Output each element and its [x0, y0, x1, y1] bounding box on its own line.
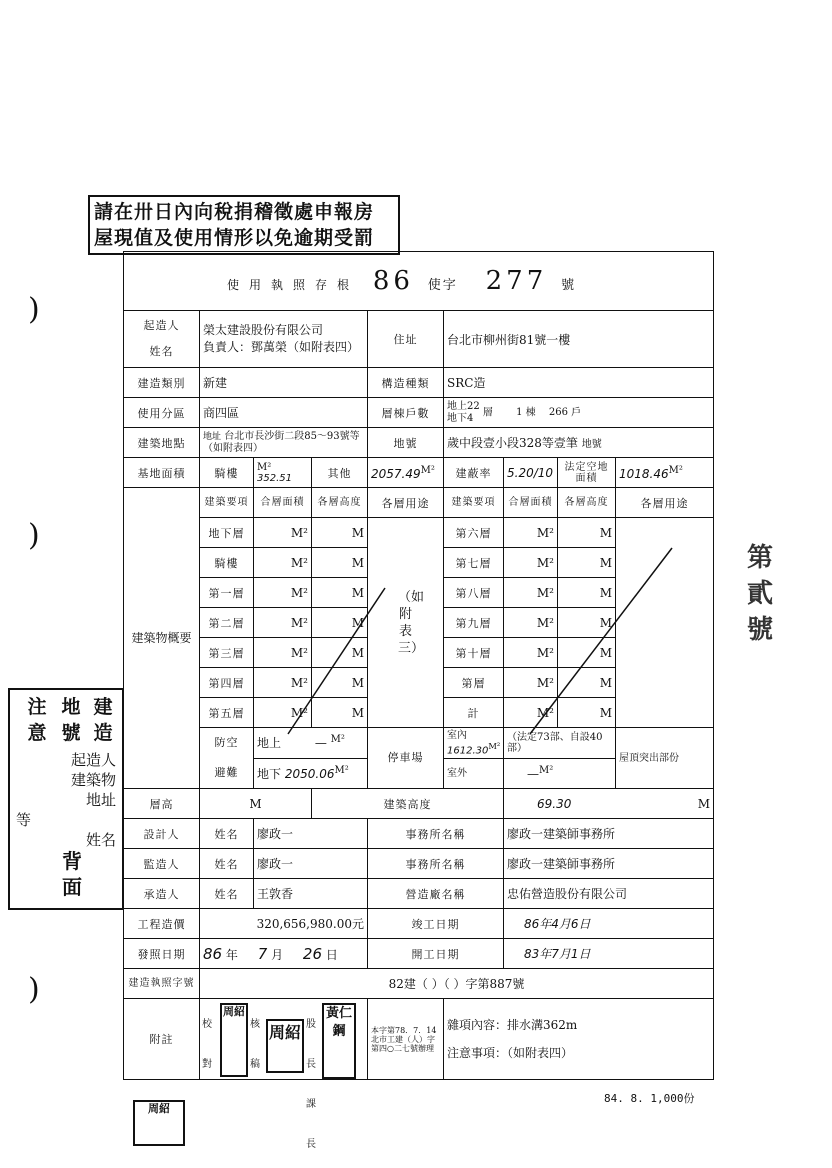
side-col-3: 建造: [93, 696, 113, 744]
applicant-label-line1: 起造人: [143, 319, 180, 332]
floor-height-cell: M: [558, 608, 616, 638]
floor-area-cell: M²: [254, 548, 312, 578]
zone-value: 商四區: [200, 398, 368, 428]
strike-line-right: [530, 548, 672, 734]
floor-height-value: M: [200, 789, 312, 819]
shelter-label-line1: 防空: [214, 736, 239, 749]
side-back-label: 背面: [62, 849, 82, 899]
floor-label: 第六層: [444, 518, 504, 548]
contractor-label: 承造人: [124, 879, 200, 909]
cost-label: 工程造價: [124, 909, 200, 939]
buildings-count: 1: [516, 407, 523, 418]
site-area-label: 基地面積: [124, 458, 200, 488]
overview-header-usage: 各層用途: [368, 488, 444, 518]
floor-label: 第三層: [200, 638, 254, 668]
overview-header-height: 各層高度: [558, 488, 616, 518]
designer-name-label: 姓名: [200, 819, 254, 849]
address-label: 住址: [368, 311, 444, 368]
overview-header-height: 各層高度: [312, 488, 368, 518]
area-unit: M²: [334, 764, 349, 776]
official-seal: 周紹: [266, 1019, 304, 1073]
floor-height-cell: M: [312, 548, 368, 578]
permit-number: 277: [485, 266, 548, 296]
site-address-prefix: 地址: [203, 432, 222, 442]
building-permit-label: 建造執照字號: [124, 969, 200, 999]
lot-number: 歲中段壹小段328等壹筆: [447, 436, 578, 450]
building-type-label: 建造類別: [124, 368, 200, 398]
supervisor-label: 監造人: [124, 849, 200, 879]
side-item: 等: [16, 811, 32, 829]
parking-outdoor-label: 室外: [444, 758, 504, 789]
floor-area-cell: M²: [254, 638, 312, 668]
completion-date-value: 86年4月6日: [504, 909, 714, 939]
coverage-label: 建蔽率: [444, 458, 504, 488]
other-label: 其他: [312, 458, 368, 488]
floor-height-cell: M: [558, 548, 616, 578]
contractor-name-label: 姓名: [200, 879, 254, 909]
parking-indoor-note: （法定73部、自設40部）: [504, 728, 616, 759]
area-unit: M²: [420, 464, 435, 476]
receipt-stamp: [133, 1100, 185, 1146]
building-type-value: 新建: [200, 368, 368, 398]
floor-height-cell: M: [558, 518, 616, 548]
stamp-label: 股長: [306, 1019, 316, 1070]
supervisor-office: 廖政一建築師事務所: [504, 849, 714, 879]
structure-type-label: 構造種類: [368, 368, 444, 398]
stamp-label: 核: [250, 1019, 260, 1030]
floor-height-label: 層高: [124, 789, 200, 819]
floor-height-cell: M: [558, 698, 616, 728]
misc-items: 雜項內容：排水溝362m: [447, 1018, 578, 1032]
engineer-seal: 周紹: [220, 1003, 248, 1077]
stamp-label: 稿: [250, 1059, 260, 1070]
strike-line-left: [288, 588, 385, 734]
floor-area-cell: M²: [254, 668, 312, 698]
floor-area-cell: M²: [254, 518, 312, 548]
area-unit: M²: [257, 461, 272, 473]
floor-label: 第五層: [200, 698, 254, 728]
floor-height-cell: M: [312, 638, 368, 668]
applicant-address: 台北市柳州街81號一樓: [444, 311, 714, 368]
shelter-below-label: 地下: [257, 766, 282, 781]
site-address-value: 台北市長沙街二段85～93號等（如附表四）: [203, 431, 360, 454]
designer-label: 設計人: [124, 819, 200, 849]
roof-label: 屋頂突出部份: [619, 752, 679, 764]
overview-header-area: 合層面積: [254, 488, 312, 518]
cost-value: 320,656,980.00元: [200, 909, 368, 939]
height-unit: M: [697, 796, 711, 811]
area-unit: M²: [539, 765, 554, 777]
side-item: 建築物: [70, 771, 116, 789]
floor-label: 第七層: [444, 548, 504, 578]
designer-office-label: 事務所名稱: [368, 819, 504, 849]
supervisor-name-label: 姓名: [200, 849, 254, 879]
arcade-area-value: 352.51: [257, 472, 292, 484]
floor-area-cell: M²: [254, 698, 312, 728]
contractor-company: 忠佑營造股份有限公司: [504, 879, 714, 909]
overview-header-item: 建築要項: [200, 488, 254, 518]
floor-height-cell: M: [312, 698, 368, 728]
punch-hole-mark: ): [28, 518, 40, 553]
lot-label: 地號: [368, 428, 444, 458]
start-date-value: 83年7月1日: [504, 939, 714, 969]
floors-below: 地下4: [447, 412, 474, 424]
structure-type-value: SRC造: [444, 368, 714, 398]
form-title: 使用執照存根: [227, 278, 360, 292]
area-unit: M²: [668, 464, 683, 476]
issue-day: 26: [302, 944, 323, 963]
shelter-above-value: —: [314, 736, 327, 751]
designer-name: 廖政一: [254, 819, 368, 849]
completion-date-label: 竣工日期: [368, 909, 504, 939]
contractor-company-label: 營造廠名稱: [368, 879, 504, 909]
stamp-label: 校: [202, 1019, 212, 1030]
floors-units-label: 層棟戶數: [368, 398, 444, 428]
floor-label: 第九層: [444, 608, 504, 638]
building-height-value: 69.30: [537, 796, 572, 811]
receipt-stamp-text: 周紹: [148, 1102, 170, 1115]
right-margin-text: 第貳號: [746, 543, 773, 645]
overview-section-label: 建築物概要: [124, 488, 200, 789]
floor-area-cell: M²: [504, 608, 558, 638]
start-date-label: 開工日期: [368, 939, 504, 969]
issue-year: 86: [203, 944, 223, 963]
approval-reference: 本字第78．7．14北市工建（人）字第四○二七號辦理: [368, 999, 444, 1080]
issue-date-label: 發照日期: [124, 939, 200, 969]
designer-office: 廖政一建築師事務所: [504, 819, 714, 849]
floor-label: 第四層: [200, 668, 254, 698]
parking-outdoor-value: —: [527, 767, 539, 782]
floor-area-cell: M²: [504, 518, 558, 548]
parking-indoor-label: 室內: [447, 729, 467, 741]
floor-label: 第一層: [200, 578, 254, 608]
households-unit: 戶: [571, 407, 582, 418]
floor-height-cell: M: [558, 668, 616, 698]
households-count: 266: [548, 407, 568, 418]
building-permit-value: 82建（ ）（ ）字第887號: [200, 969, 714, 999]
open-space-label: 法定空地面積: [558, 458, 616, 488]
floor-area-cell: M²: [504, 548, 558, 578]
applicant-company: 榮太建設股份有限公司: [203, 323, 324, 337]
floor-height-cell: M: [558, 578, 616, 608]
site-label: 建築地點: [124, 428, 200, 458]
remarks-label: 附註: [124, 999, 200, 1080]
shelter-below-value: 2050.06: [284, 766, 335, 781]
open-space-value: 1018.46: [619, 466, 669, 481]
supervisor-office-label: 事務所名稱: [368, 849, 504, 879]
overview-header-item: 建築要項: [444, 488, 504, 518]
lot-suffix: 地號: [581, 439, 602, 450]
floor-area-cell: M²: [254, 608, 312, 638]
floor-height-cell: M: [558, 638, 616, 668]
shelter-label-line2: 避難: [214, 766, 239, 779]
parking-indoor-value: 1612.30: [447, 744, 489, 756]
parking-label: 停車場: [368, 728, 444, 789]
floor-label: 第八層: [444, 578, 504, 608]
punch-hole-mark: ): [28, 292, 40, 327]
floor-area-cell: M²: [254, 578, 312, 608]
stamp-label: 課長: [306, 1099, 316, 1150]
contractor-name: 王敦香: [254, 879, 368, 909]
floor-area-cell: M²: [504, 638, 558, 668]
supervisor-name: 廖政一: [254, 849, 368, 879]
applicant-representative: 負責人：鄧萬榮（如附表四）: [203, 340, 360, 354]
floor-area-cell: M²: [504, 668, 558, 698]
side-col-2: 地號: [61, 696, 81, 744]
area-unit: M²: [488, 740, 501, 751]
stamp-label: 對: [202, 1059, 212, 1070]
floors-above: 地上22: [447, 400, 480, 412]
overview-header-area: 合層面積: [504, 488, 558, 518]
floor-height-cell: M: [312, 608, 368, 638]
area-unit: M²: [330, 734, 345, 746]
floor-height-cell: M: [312, 668, 368, 698]
floor-label: 騎樓: [200, 548, 254, 578]
buildings-unit: 棟: [525, 407, 536, 418]
building-height-label: 建築高度: [312, 789, 504, 819]
other-area-value: 2057.49: [371, 466, 421, 481]
side-item: 起造人: [70, 751, 116, 769]
overview-header-usage: 各層用途: [616, 488, 714, 518]
floor-area-cell: M²: [504, 578, 558, 608]
chief-seal: 黃仁鋼: [322, 1003, 356, 1079]
permit-char: 使字: [427, 278, 458, 293]
permit-suffix: 號: [561, 278, 577, 293]
side-col-1: 注意: [27, 696, 47, 744]
issue-month: 7: [257, 944, 268, 963]
floor-height-cell: M: [312, 578, 368, 608]
coverage-value: 5.20/10: [504, 458, 558, 488]
floors-layer-unit: 層: [482, 407, 493, 418]
notice-items: 注意事項：（如附表四）: [447, 1046, 574, 1060]
punch-hole-mark: ): [28, 972, 40, 1007]
zone-label: 使用分區: [124, 398, 200, 428]
tax-notice-line2: 屋現值及使用情形以免逾期受罰: [94, 227, 375, 249]
floor-label: 第層: [444, 668, 504, 698]
issue-date: 86 年 7 月 26 日: [200, 939, 368, 969]
side-item: 地址: [85, 791, 116, 809]
floor-area-cell: M²: [504, 698, 558, 728]
shelter-above-label: 地上: [257, 736, 282, 751]
floor-label: 第二層: [200, 608, 254, 638]
print-footer: 84. 8. 1,000份: [604, 1092, 695, 1105]
side-item: 姓名: [85, 831, 116, 849]
floor-label: 第十層: [444, 638, 504, 668]
floor-height-cell: M: [312, 518, 368, 548]
arcade-label: 騎樓: [200, 458, 254, 488]
floor-label: 地下層: [200, 518, 254, 548]
tax-notice-line1: 請在卅日內向稅捐稽徵處申報房: [94, 201, 375, 223]
applicant-label-line2: 姓名: [149, 345, 174, 358]
floor-usage-note: （如附表三）: [368, 518, 444, 728]
floor-total-label: 計: [444, 698, 504, 728]
permit-year: 86: [372, 266, 414, 296]
